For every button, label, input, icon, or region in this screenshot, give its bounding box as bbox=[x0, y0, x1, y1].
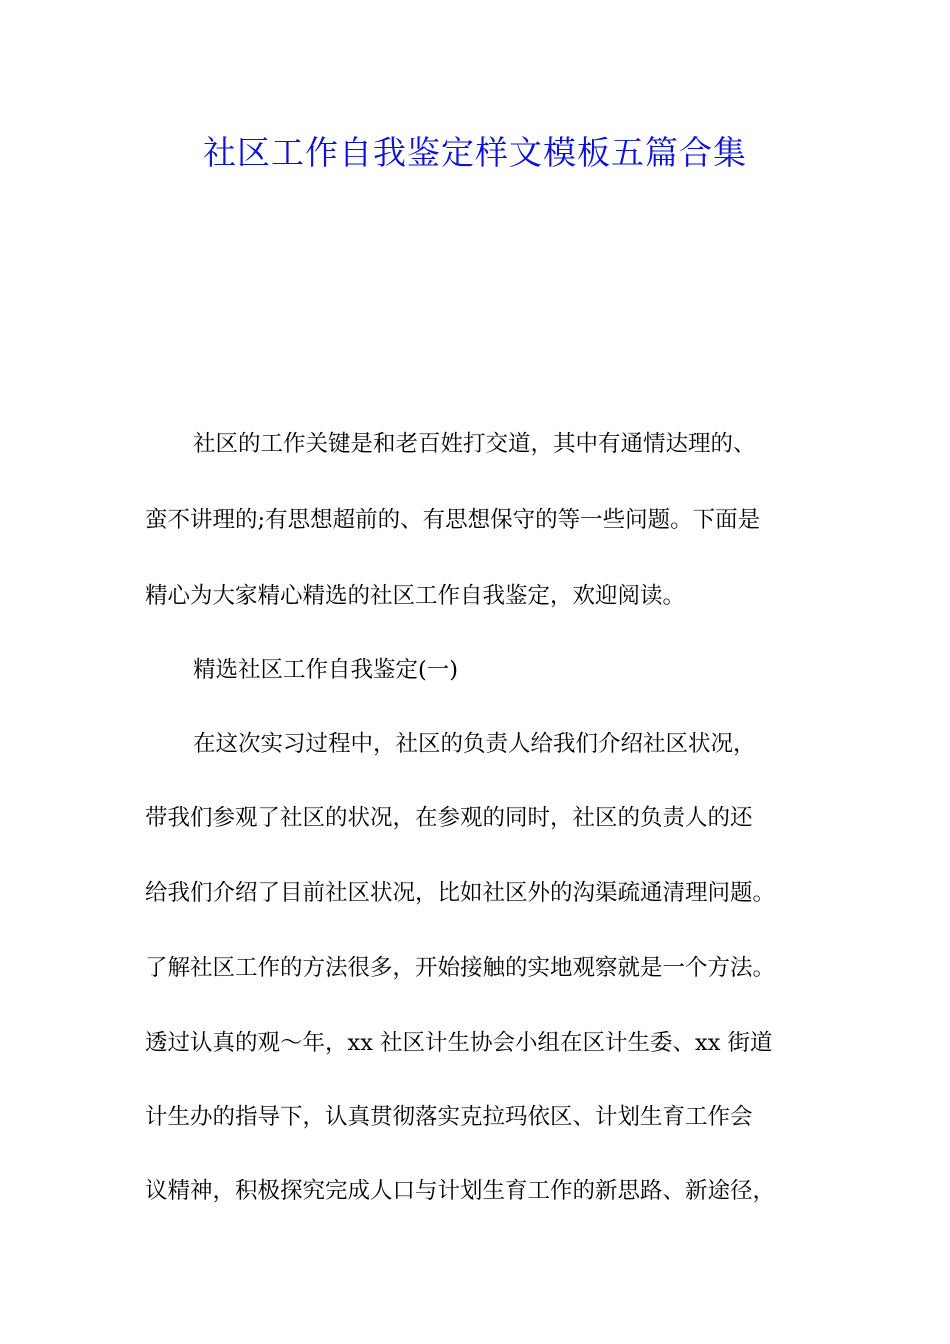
body-line-11: 议精神，积极探究完成人口与计划生育工作的新思路、新途径， bbox=[145, 1178, 776, 1204]
body-line-5: 在这次实习过程中，社区的负责人给我们介绍社区状况， bbox=[193, 731, 756, 757]
body-line-7: 给我们介绍了目前社区状况，比如社区外的沟渠疏通清理问题。 bbox=[145, 880, 776, 906]
body-line-8: 了解社区工作的方法很多，开始接触的实地观察就是一个方法。 bbox=[145, 955, 776, 981]
body-line-9: 透过认真的观～年，xx 社区计生协会小组在区计生委、xx 街道 bbox=[145, 1030, 773, 1056]
document-title: 社区工作自我鉴定样文模板五篇合集 bbox=[203, 133, 747, 172]
body-line-6: 带我们参观了社区的状况，在参观的同时，社区的负责人的还 bbox=[145, 805, 753, 831]
body-line-1: 社区的工作关键是和老百姓打交道，其中有通情达理的、 bbox=[193, 431, 756, 457]
body-line-10: 计生办的指导下，认真贯彻落实克拉玛依区、计划生育工作会 bbox=[145, 1104, 753, 1130]
body-line-3: 精心为大家精心精选的社区工作自我鉴定，欢迎阅读。 bbox=[145, 583, 686, 609]
body-line-2: 蛮不讲理的;有思想超前的、有思想保守的等一些问题。下面是 bbox=[145, 507, 761, 533]
section-heading: 精选社区工作自我鉴定(一) bbox=[193, 657, 459, 683]
